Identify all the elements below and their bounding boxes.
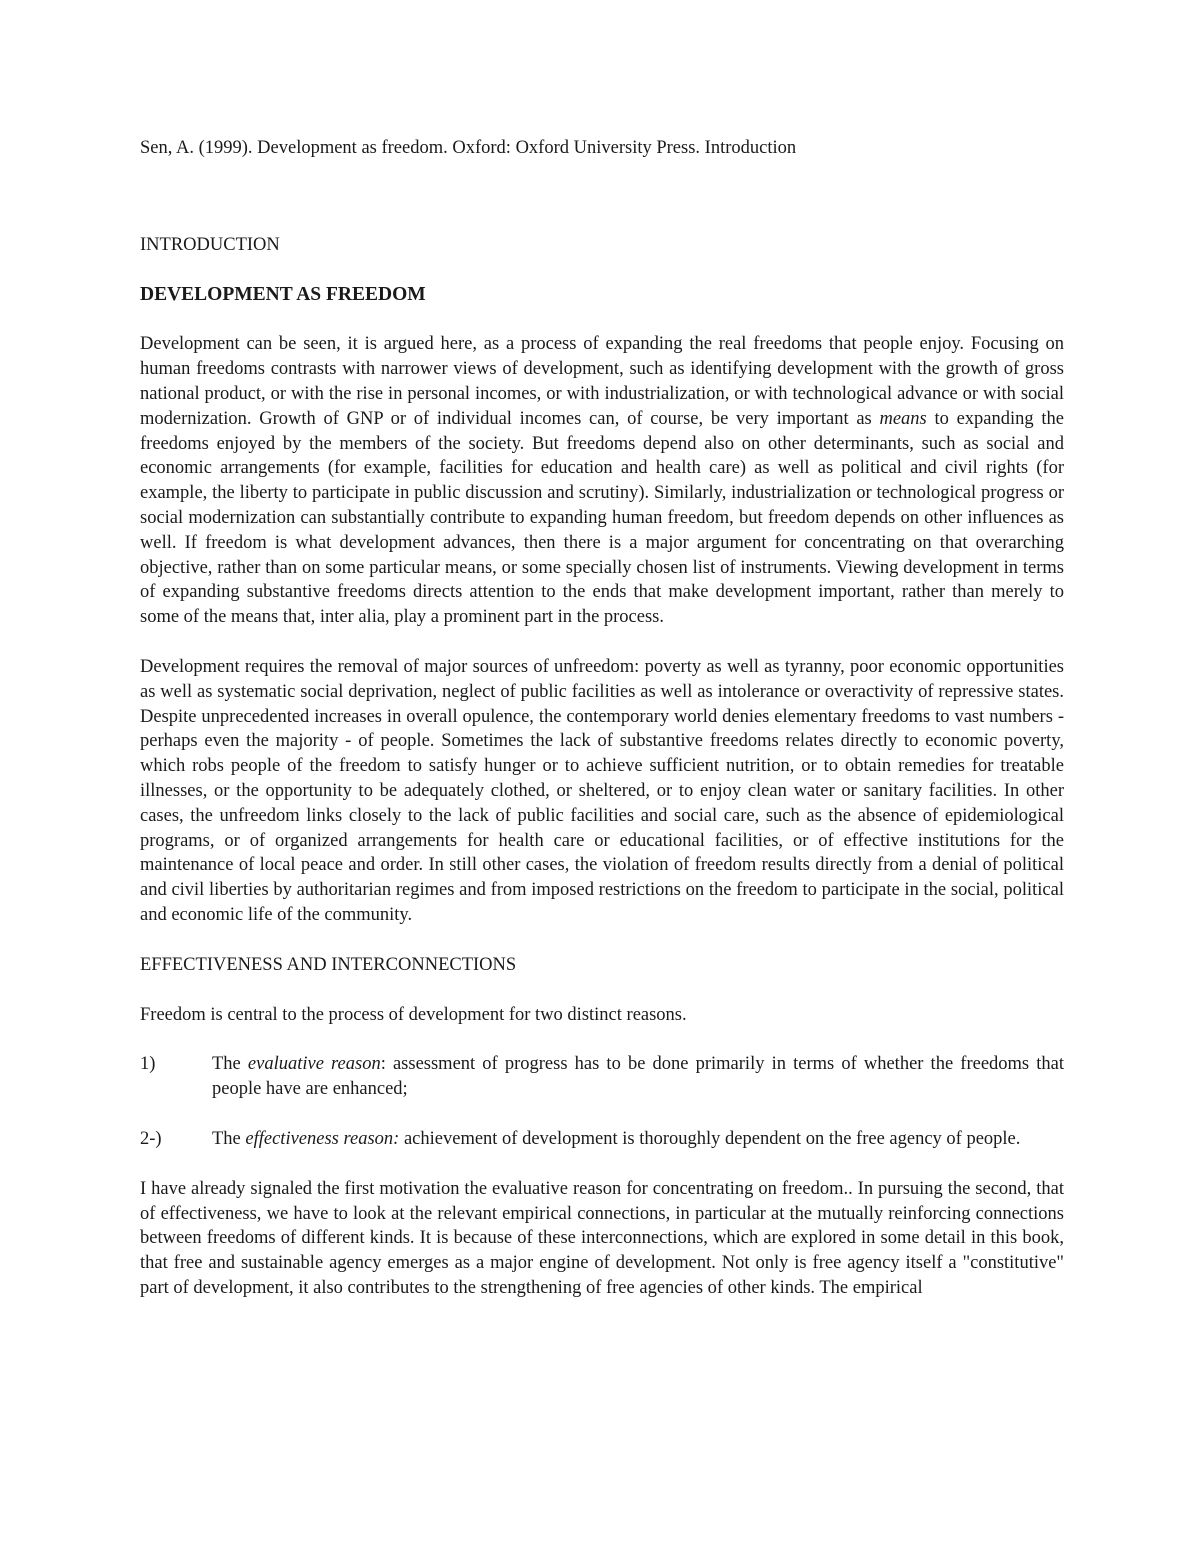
list-number-1: 1) [140,1054,156,1075]
list-text-2 [212,1127,1064,1152]
paragraph-1 [140,332,1064,630]
paragraph-1-emphasis: means [879,408,927,429]
citation: Sen, A. (1999). Development as freedom. Oxford: Oxford University Press. Introduction [140,138,797,158]
list-item-2 [140,1127,1064,1152]
paragraph-1-part-b: to expanding the freedoms enjoyed by the members of the society. But freedoms depend also on other determinants, such as social and economic arrangements (for example, facilities for education and health care) as well as political and civil rights (for example, the liberty to participate in public discussion and scrutiny). Similarly, industrialization or technological progress or social modernization can substantially contribute to expanding human freedom, but freedom depends on other influences as well. If freedom is what development advances, then there is a major argument for concentrating on that overarching objective, rather than on some particular means, or some specially chosen list of instruments. Viewing development in terms of expanding substantive freedoms directs attention to the ends that make development important, rather than merely to some of the means that, inter alia, play a prominent part in the process. [140,408,1064,628]
list-text-2-emphasis: effectiveness reason: [245,1128,400,1149]
list-item-1 [140,1052,1064,1102]
main-title: DEVELOPMENT AS FREEDOM [140,283,426,305]
list-text-1-post: : assessment of progress has to be done primarily in terms of whether the freedoms that people have are enhanced; [212,1054,1064,1100]
list-text-2-post: achievement of development is thoroughly dependent on the free agency of people. [399,1128,1021,1149]
paragraph-3: Freedom is central to the process of development for two distinct reasons. [140,1004,687,1025]
document-page [140,136,1064,1301]
list-number-2: 2-) [140,1128,162,1149]
list-text-1-pre: The [212,1054,248,1075]
paragraph-4: I have already signaled the first motivation the evaluative reason for concentrating on freedom.. In pursuing the second, that of effectiveness, we have to look at the relevant empirical connections, in particular at the mutually reinforcing connections between freedoms of different kinds. It is because of these interconnections, which are explored in some detail in this book, that free and sustainable agency emerges as a major engine of development. Not only is free agency itself a "constitutive" part of development, it also contributes to the strengthening of free agencies of other kinds. The empirical [140,1178,1064,1298]
list-text-2-pre: The [212,1128,246,1149]
list-text-1 [212,1052,1064,1102]
paragraph-1-part-a: Development can be seen, it is argued here, as a process of expanding the real freedoms that people enjoy. Focusing on human freedoms contrasts with narrower views of development, such as identifying development with the growth of gross national product, or with the rise in personal incomes, or with industrialization, or with technological advance or with social modernization. Growth of GNP or of individual incomes can, of course, be very important as [140,334,1064,429]
intro-heading: INTRODUCTION [140,234,280,255]
paragraph-2: Development requires the removal of major sources of unfreedom: poverty as well as tyranny, poor economic opportunities as well as systematic social deprivation, neglect of public facilities as well as intolerance or overactivity of repressive states. Despite unprecedented increases in overall opulence, the contemporary world denies elementary freedoms to vast numbers - perhaps even the majority - of people. Sometimes the lack of substantive freedoms relates directly to economic poverty, which robs people of the freedom to satisfy hunger or to achieve sufficient nutrition, or to obtain remedies for treatable illnesses, or the opportunity to be adequately clothed, or sheltered, or to enjoy clean water or sanitary facilities. In other cases, the unfreedom links closely to the lack of public facilities and social care, such as the absence of epidemiological programs, or of organized arrangements for health care or educational facilities, or of effective institutions for the maintenance of local peace and order. In still other cases, the violation of freedom results directly from a denial of political and civil liberties by authoritarian regimes and from imposed restrictions on the freedom to participate in the social, political and economic life of the community. [140,656,1064,925]
section-heading: EFFECTIVENESS AND INTERCONNECTIONS [140,954,517,975]
list-text-1-emphasis: evaluative reason [247,1054,381,1075]
